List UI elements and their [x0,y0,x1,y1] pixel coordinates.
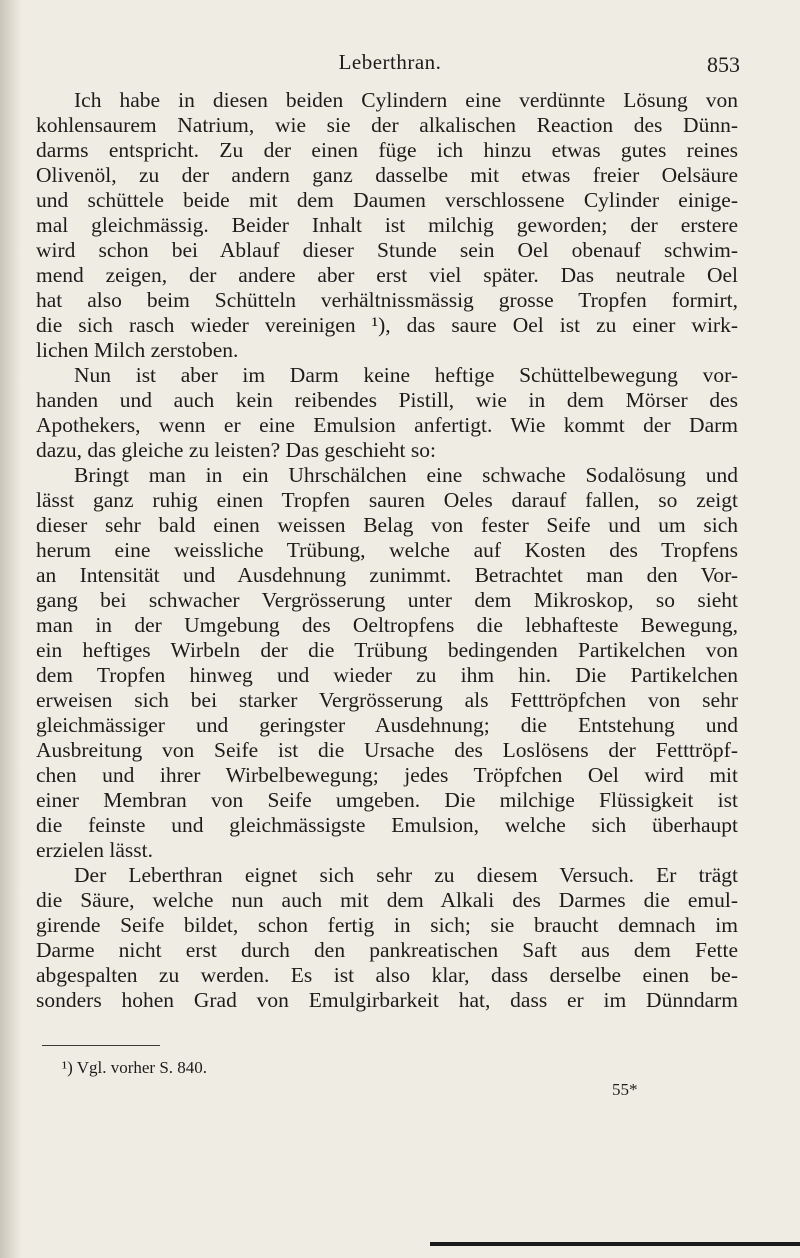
scan-edge-bar [430,1242,800,1246]
text-line: einer Membran von Seife umgeben. Die milchige Flüssigkeit ist [36,788,738,812]
page-number: 853 [707,52,740,77]
text-line: Olivenöl, zu der andern ganz dasselbe mit etwas freier Oelsäure [36,163,738,187]
text-line: Nun ist aber im Darm keine heftige Schüttelbewegung vor- [74,363,738,387]
text-line: an Intensität und Ausdehnung zunimmt. Betrachtet man den Vor- [36,563,738,587]
text-line: Darme nicht erst durch den pankreatischen Saft aus dem Fette [36,938,738,962]
text-line: chen und ihrer Wirbelbewegung; jedes Tröpfchen Oel wird mit [36,763,738,787]
footnote-divider [42,1045,160,1046]
text-line: herum eine weissliche Trübung, welche auf Kosten des Tropfens [36,538,738,562]
text-line: die Säure, welche nun auch mit dem Alkali des Darmes die emul- [36,888,738,912]
footnote: ¹) Vgl. vorher S. 840. [62,1058,208,1077]
text-line: handen und auch kein reibendes Pistill, wie in dem Mörser des [36,388,738,412]
text-line: Ausbreitung von Seife ist die Ursache des Loslösens der Fetttröpf- [36,738,738,762]
text-line: dem Tropfen hinweg und wieder zu ihm hin. Die Partikelchen [36,663,738,687]
running-title: Leberthran. [338,50,442,74]
body-text [36,88,738,1013]
page-gutter-shadow [0,0,22,1258]
text-line: mend zeigen, der andere aber erst viel später. Das neutrale Oel [36,263,738,287]
text-line: abgespalten zu werden. Es ist also klar, dass derselbe einen be- [36,963,738,987]
text-line: Der Leberthran eignet sich sehr zu diesem Versuch. Er trägt [74,863,738,887]
text-line: mal gleichmässig. Beider Inhalt ist milchig geworden; der erstere [36,213,738,237]
page-header [40,50,740,80]
text-line: und schüttele beide mit dem Daumen verschlossene Cylinder einige- [36,188,738,212]
text-line: darms entspricht. Zu der einen füge ich hinzu etwas gutes reines [36,138,738,162]
text-line: gleichmässiger und geringster Ausdehnung; die Entstehung und [36,713,738,737]
text-line: sonders hohen Grad von Emulgirbarkeit hat, dass er im Dünndarm [36,988,738,1012]
text-line: man in der Umgebung des Oeltropfens die lebhafteste Bewegung, [36,613,738,637]
text-line: lässt ganz ruhig einen Tropfen sauren Oeles darauf fallen, so zeigt [36,488,738,512]
text-line: wird schon bei Ablauf dieser Stunde sein Oel obenauf schwim- [36,238,738,262]
signature-mark: 55* [612,1080,638,1099]
text-line: gang bei schwacher Vergrösserung unter dem Mikroskop, so sieht [36,588,738,612]
text-line: Bringt man in ein Uhrschälchen eine schwache Sodalösung und [74,463,738,487]
text-line: hat also beim Schütteln verhältnissmässig grosse Tropfen formirt, [36,288,738,312]
text-line: erweisen sich bei starker Vergrösserung als Fetttröpfchen von sehr [36,688,738,712]
text-line: die sich rasch wieder vereinigen ¹), das saure Oel ist zu einer wirk- [36,313,738,337]
text-line: dazu, das gleiche zu leisten? Das geschieht so: [36,438,436,462]
text-line: Ich habe in diesen beiden Cylindern eine verdünnte Lösung von [74,88,738,112]
text-line: Apothekers, wenn er eine Emulsion anfertigt. Wie kommt der Darm [36,413,738,437]
text-line: erzielen lässt. [36,838,154,862]
text-line: dieser sehr bald einen weissen Belag von fester Seife und um sich [36,513,738,537]
text-line: lichen Milch zerstoben. [36,338,239,362]
text-line: ein heftiges Wirbeln der die Trübung bedingenden Partikelchen von [36,638,738,662]
text-line: die feinste und gleichmässigste Emulsion, welche sich überhaupt [36,813,738,837]
text-line: kohlensaurem Natrium, wie sie der alkalischen Reaction des Dünn- [36,113,738,137]
text-line: girende Seife bildet, schon fertig in sich; sie braucht demnach im [36,913,738,937]
